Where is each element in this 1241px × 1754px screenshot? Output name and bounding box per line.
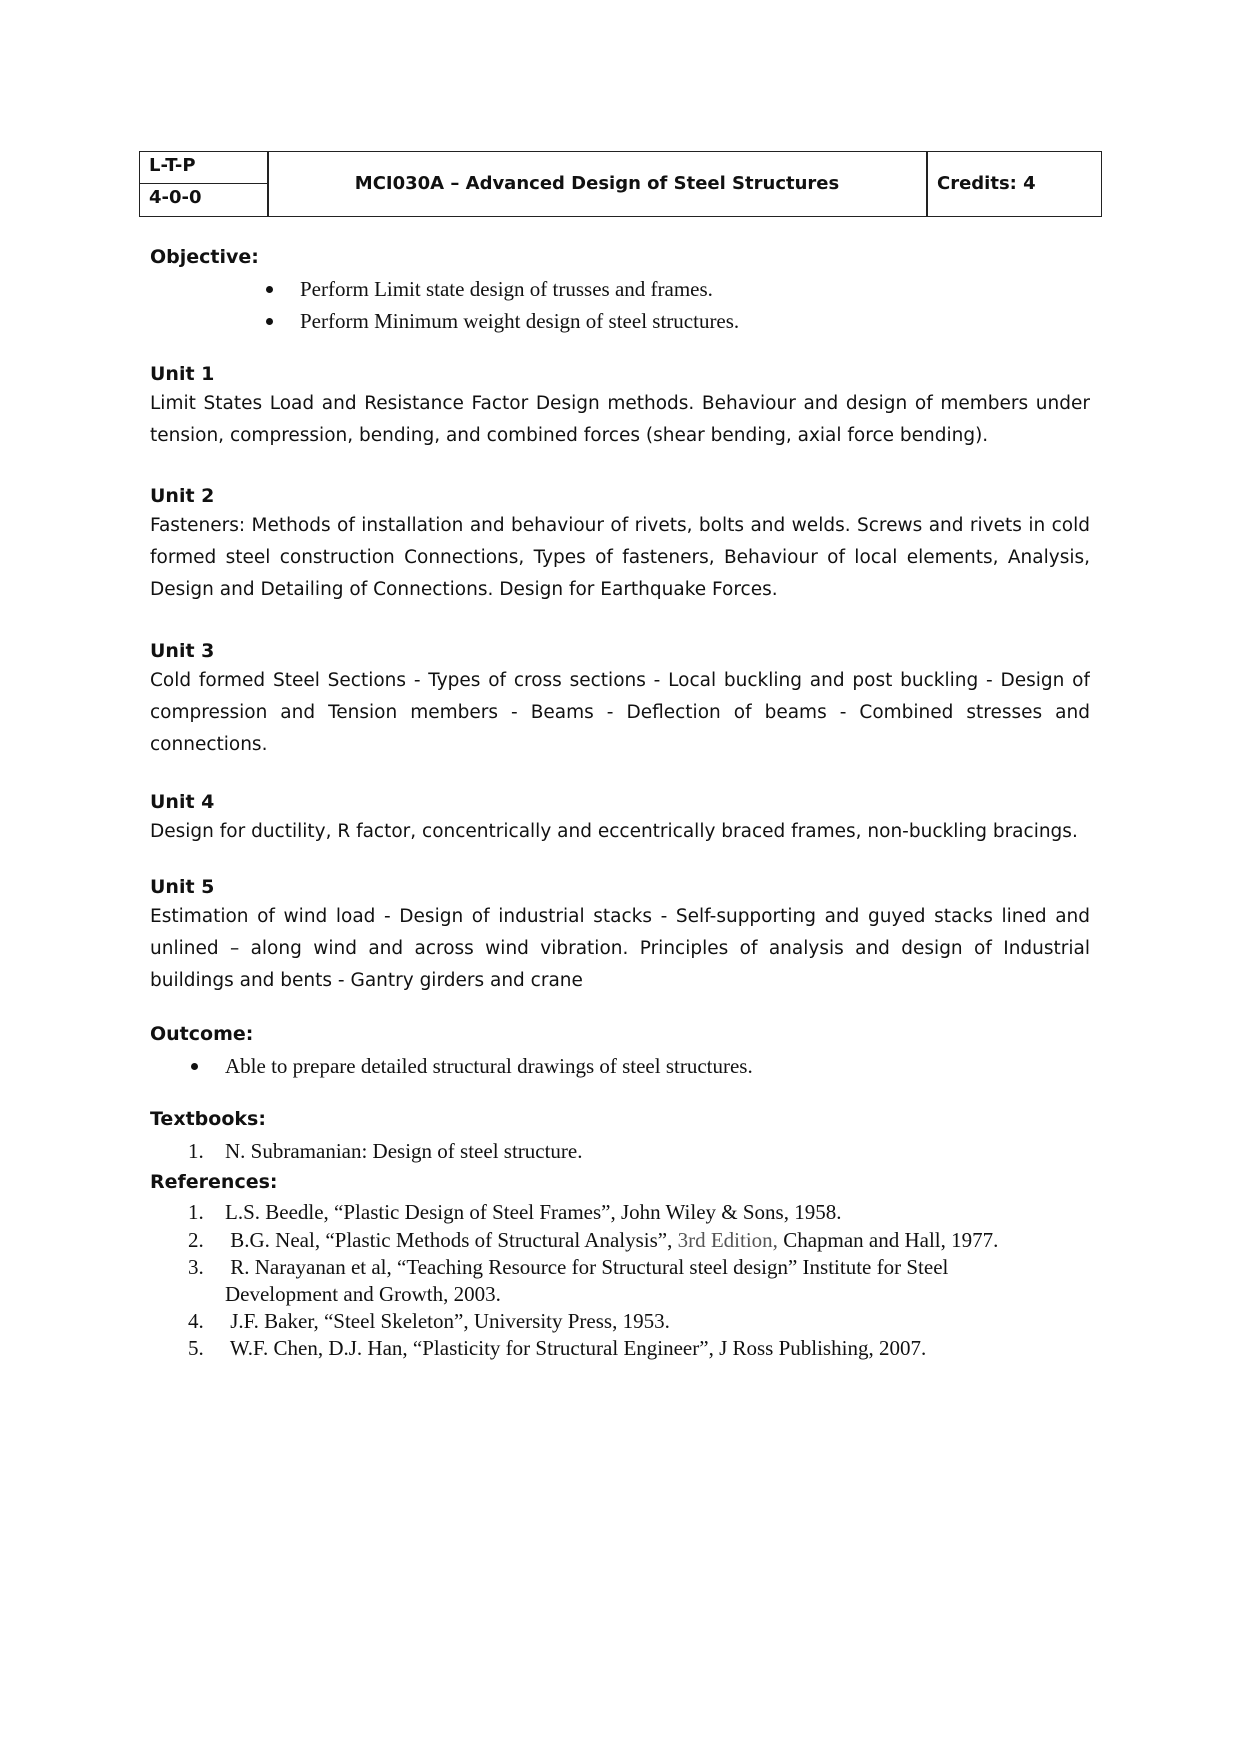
list-item [188, 1197, 998, 1227]
unit-3-text [150, 665, 1090, 761]
paragraph-line: Fasteners: Methods of installation and behaviour of rivets, bolts and welds. Screws and rivets in cold [150, 515, 1090, 536]
unit-5-heading: Unit 5 [150, 876, 215, 898]
paragraph-line: Design for ductility, R factor, concentrically and eccentrically braced frames, non-buckling bracings. [150, 821, 1078, 842]
list-item [188, 1308, 998, 1335]
objective-list [266, 273, 739, 337]
bullet-icon [191, 1063, 198, 1070]
paragraph-line: unlined – along wind and across wind vibration. Principles of analysis and design of Industrial [150, 938, 1090, 959]
paragraph-line: compression and Tension members - Beams - Deflection of beams - Combined stresses and [150, 702, 1090, 723]
textbooks-list [188, 1135, 583, 1167]
references-list [188, 1197, 998, 1362]
list-number: 4. [188, 1309, 204, 1333]
bullet-icon [266, 286, 273, 293]
credits: Credits: 4 [937, 173, 1036, 194]
list-item [266, 273, 739, 305]
reference-edition: 3rd Edition, [677, 1228, 778, 1252]
reference-text: L.S. Beedle, “Plastic Design of Steel Frames”, John Wiley & Sons, 1958. [225, 1200, 842, 1224]
paragraph-line: Limit States Load and Resistance Factor Design methods. Behaviour and design of members under [150, 393, 1090, 414]
course-header-table [139, 151, 1102, 217]
table-divider [926, 152, 928, 216]
reference-text: J.F. Baker, “Steel Skeleton”, University Press, 1953. [225, 1309, 670, 1333]
outcome-heading: Outcome: [150, 1023, 254, 1045]
list-number: 1. [188, 1139, 204, 1163]
objective-heading: Objective: [150, 246, 259, 268]
list-item [188, 1135, 583, 1167]
reference-text-continued: Development and Growth, 2003. [225, 1282, 501, 1306]
paragraph-line: buildings and bents - Gantry girders and crane [150, 970, 583, 991]
unit-1-text [150, 388, 1090, 452]
outcome-item-text: Able to prepare detailed structural drawings of steel structures. [225, 1054, 753, 1078]
paragraph-line: Design and Detailing of Connections. Design for Earthquake Forces. [150, 579, 778, 600]
bullet-icon [266, 318, 273, 325]
ltp-label: L-T-P [140, 152, 268, 184]
course-title: MCI030A – Advanced Design of Steel Structures [354, 173, 840, 194]
textbook-text: N. Subramanian: Design of steel structure. [225, 1139, 583, 1163]
reference-text: W.F. Chen, D.J. Han, “Plasticity for Structural Engineer”, J Ross Publishing, 2007. [225, 1336, 927, 1360]
list-item [188, 1227, 998, 1254]
unit-2-text [150, 510, 1090, 606]
ltp-value: 4-0-0 [149, 187, 202, 208]
objective-item-text: Perform Minimum weight design of steel structures. [300, 309, 740, 333]
list-number: 2. [188, 1228, 204, 1252]
unit-4-text [150, 816, 1090, 848]
reference-text: Chapman and Hall, 1977. [777, 1228, 999, 1252]
reference-text: R. Narayanan et al, “Teaching Resource for Structural steel design” Institute for Steel [225, 1255, 949, 1279]
paragraph-line: connections. [150, 734, 268, 755]
reference-text: B.G. Neal, “Plastic Methods of Structural Analysis”, [225, 1228, 678, 1252]
list-number: 3. [188, 1255, 204, 1279]
paragraph-line: Estimation of wind load - Design of industrial stacks - Self-supporting and guyed stacks lined and [150, 906, 1090, 927]
list-number: 5. [188, 1336, 204, 1360]
textbooks-heading: Textbooks: [150, 1108, 266, 1130]
list-item [191, 1050, 753, 1082]
unit-4-heading: Unit 4 [150, 791, 215, 813]
objective-item-text: Perform Limit state design of trusses and frames. [300, 277, 713, 301]
list-item [188, 1254, 998, 1308]
paragraph-line: formed steel construction Connections, Types of fasteners, Behaviour of local elements, Analysis, [150, 547, 1090, 568]
unit-5-text [150, 901, 1090, 997]
paragraph-line: Cold formed Steel Sections - Types of cross sections - Local buckling and post buckling - Design of [150, 670, 1090, 691]
references-heading: References: [150, 1171, 278, 1193]
unit-1-heading: Unit 1 [150, 363, 215, 385]
list-number: 1. [188, 1200, 204, 1224]
unit-2-heading: Unit 2 [150, 485, 215, 507]
paragraph-line: tension, compression, bending, and combined forces (shear bending, axial force bending). [150, 425, 989, 446]
outcome-list [191, 1050, 753, 1082]
list-item [188, 1335, 998, 1362]
list-item [266, 305, 739, 337]
unit-3-heading: Unit 3 [150, 640, 215, 662]
